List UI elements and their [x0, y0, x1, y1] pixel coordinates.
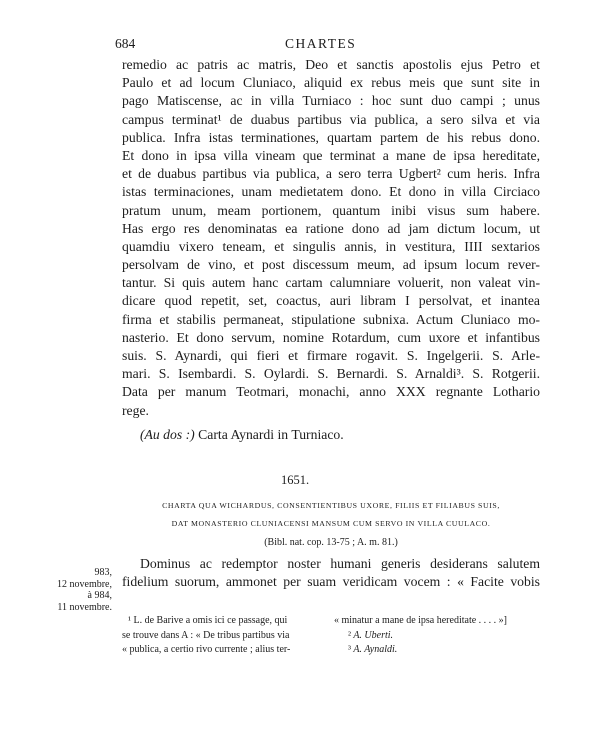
footnote-line: se trouve dans A : « De tribus partibus via: [122, 629, 290, 641]
endorsement-text: Carta Aynardi in Turniaco.: [194, 426, 344, 442]
date-line: à 984,: [87, 590, 112, 601]
margin-date: [40, 567, 112, 613]
footnotes-right-column: [334, 614, 540, 658]
footnote-text: A. Uberti.: [351, 629, 394, 641]
footnote-line: « minatur a mane de ipsa hereditate . . . . »]: [334, 615, 507, 626]
footnotes-left-column: [122, 614, 334, 658]
charter-rubric: [122, 497, 540, 533]
text-line: fidelium suorum, ammonet per suam veridicam vocem : « Facite vobis: [122, 574, 540, 590]
text-line: quamdiu vixero teneam, et singulis annis, in vestitura, IIII sextarios: [122, 238, 540, 254]
rubric-line: CHARTA QUA WICHARDUS, CONSENTIENTIBUS UXORE, FILIIS ET FILIABUS SUIS,: [162, 501, 500, 510]
footnote-number: ²: [348, 629, 351, 641]
text-line: suis. S. Aynardi, qui fieri et firmare rogavit. S. Ingelgerii. S. Arle-: [122, 348, 540, 363]
endorsement-label: (Au dos :): [140, 426, 195, 442]
rubric-line: DAT MONASTERIO CLUNIACENSI MANSUM CUM SERVO IN VILLA CUULACO.: [171, 519, 491, 528]
text-line: Dominus ac redemptor noster humani generis desiderans salutem: [140, 556, 540, 571]
text-line: campus terminat¹ de duabus partibus via publica, a sero silva et via: [122, 111, 540, 127]
text-line: Data per manum Teotmari, monachi, anno XXX regnante Lothario: [122, 384, 540, 400]
footnote-number: ³: [348, 644, 351, 655]
text-line: istas terminaciones, unam medietatem dono. Et dono in villa Circiaco: [122, 184, 540, 200]
footnote-2: [334, 629, 540, 644]
text-line: pago Matiscense, ac in villa Turniaco : hoc sunt duo campi ; unus: [122, 93, 540, 109]
endorsement: [122, 426, 540, 444]
footnote-line: « publica, a certio rivo currente ; alius ter-: [122, 644, 291, 655]
charter-number: 1651.: [280, 473, 310, 487]
text-line: rege.: [122, 402, 149, 418]
text-line: dicare quod repetit, set, coactus, auri libram I persolvat, et inantea: [122, 293, 540, 309]
text-line: nasterio. Et dono servum, nomine Rotardum, cum uxore et infantibus: [122, 329, 540, 345]
text-line: Et dono in ipsa villa vineam que terminat a mane de ipsa hereditate,: [122, 147, 540, 163]
date-line: 12 novembre,: [57, 578, 112, 590]
text-line: publica. Infra istas terminationes, quartam partem de his rebus dono.: [122, 129, 540, 145]
text-line: remedio ac patris ac matris, Deo et sanctis apostolis ejus Petro et: [122, 57, 540, 72]
text-line: Has ergo res denominatas ea ratione dono ad jam dictum locum, ut: [122, 220, 540, 236]
charter-body-text: [122, 56, 540, 444]
footnote-line: ¹ L. de Barive a omis ici ce passage, qui: [128, 615, 288, 626]
text-line: pratum unum, meam portionem, quantum inibi visus sum habere.: [122, 202, 540, 218]
charter-opening-text: [122, 555, 540, 591]
text-line: tantur. Si quis autem hanc cartam calumniare voluerit, non valeat vin-: [122, 275, 540, 291]
text-line: persolvam de vino, et post discessum meum, ad ipsum locum rever-: [122, 257, 540, 273]
text-line: et de duabus partibus via publica, a sero terra Ugbert² cum heris. Infra: [122, 166, 540, 182]
running-title: CHARTES: [285, 36, 357, 51]
source-reference: (Bibl. nat. cop. 13-75 ; A. m. 81.): [264, 537, 398, 548]
date-line: 983,: [94, 567, 112, 578]
text-line: mari. S. Isembardi. S. Oylardi. S. Bernardi. S. Arnaldi³. S. Rotgerii.: [122, 366, 540, 382]
text-line: Paulo et ad locum Cluniaco, aliquid ex rebus meis que sunt site in: [122, 75, 540, 91]
text-line: firma et stabilis permaneat, stipulatione subnixa. Actum Cluniaco mo-: [122, 311, 540, 327]
footnote-text: A. Aynaldi.: [351, 644, 398, 655]
footnote-3: [334, 643, 540, 658]
page-number: 684: [115, 36, 136, 51]
date-line: 11 novembre.: [57, 601, 112, 613]
